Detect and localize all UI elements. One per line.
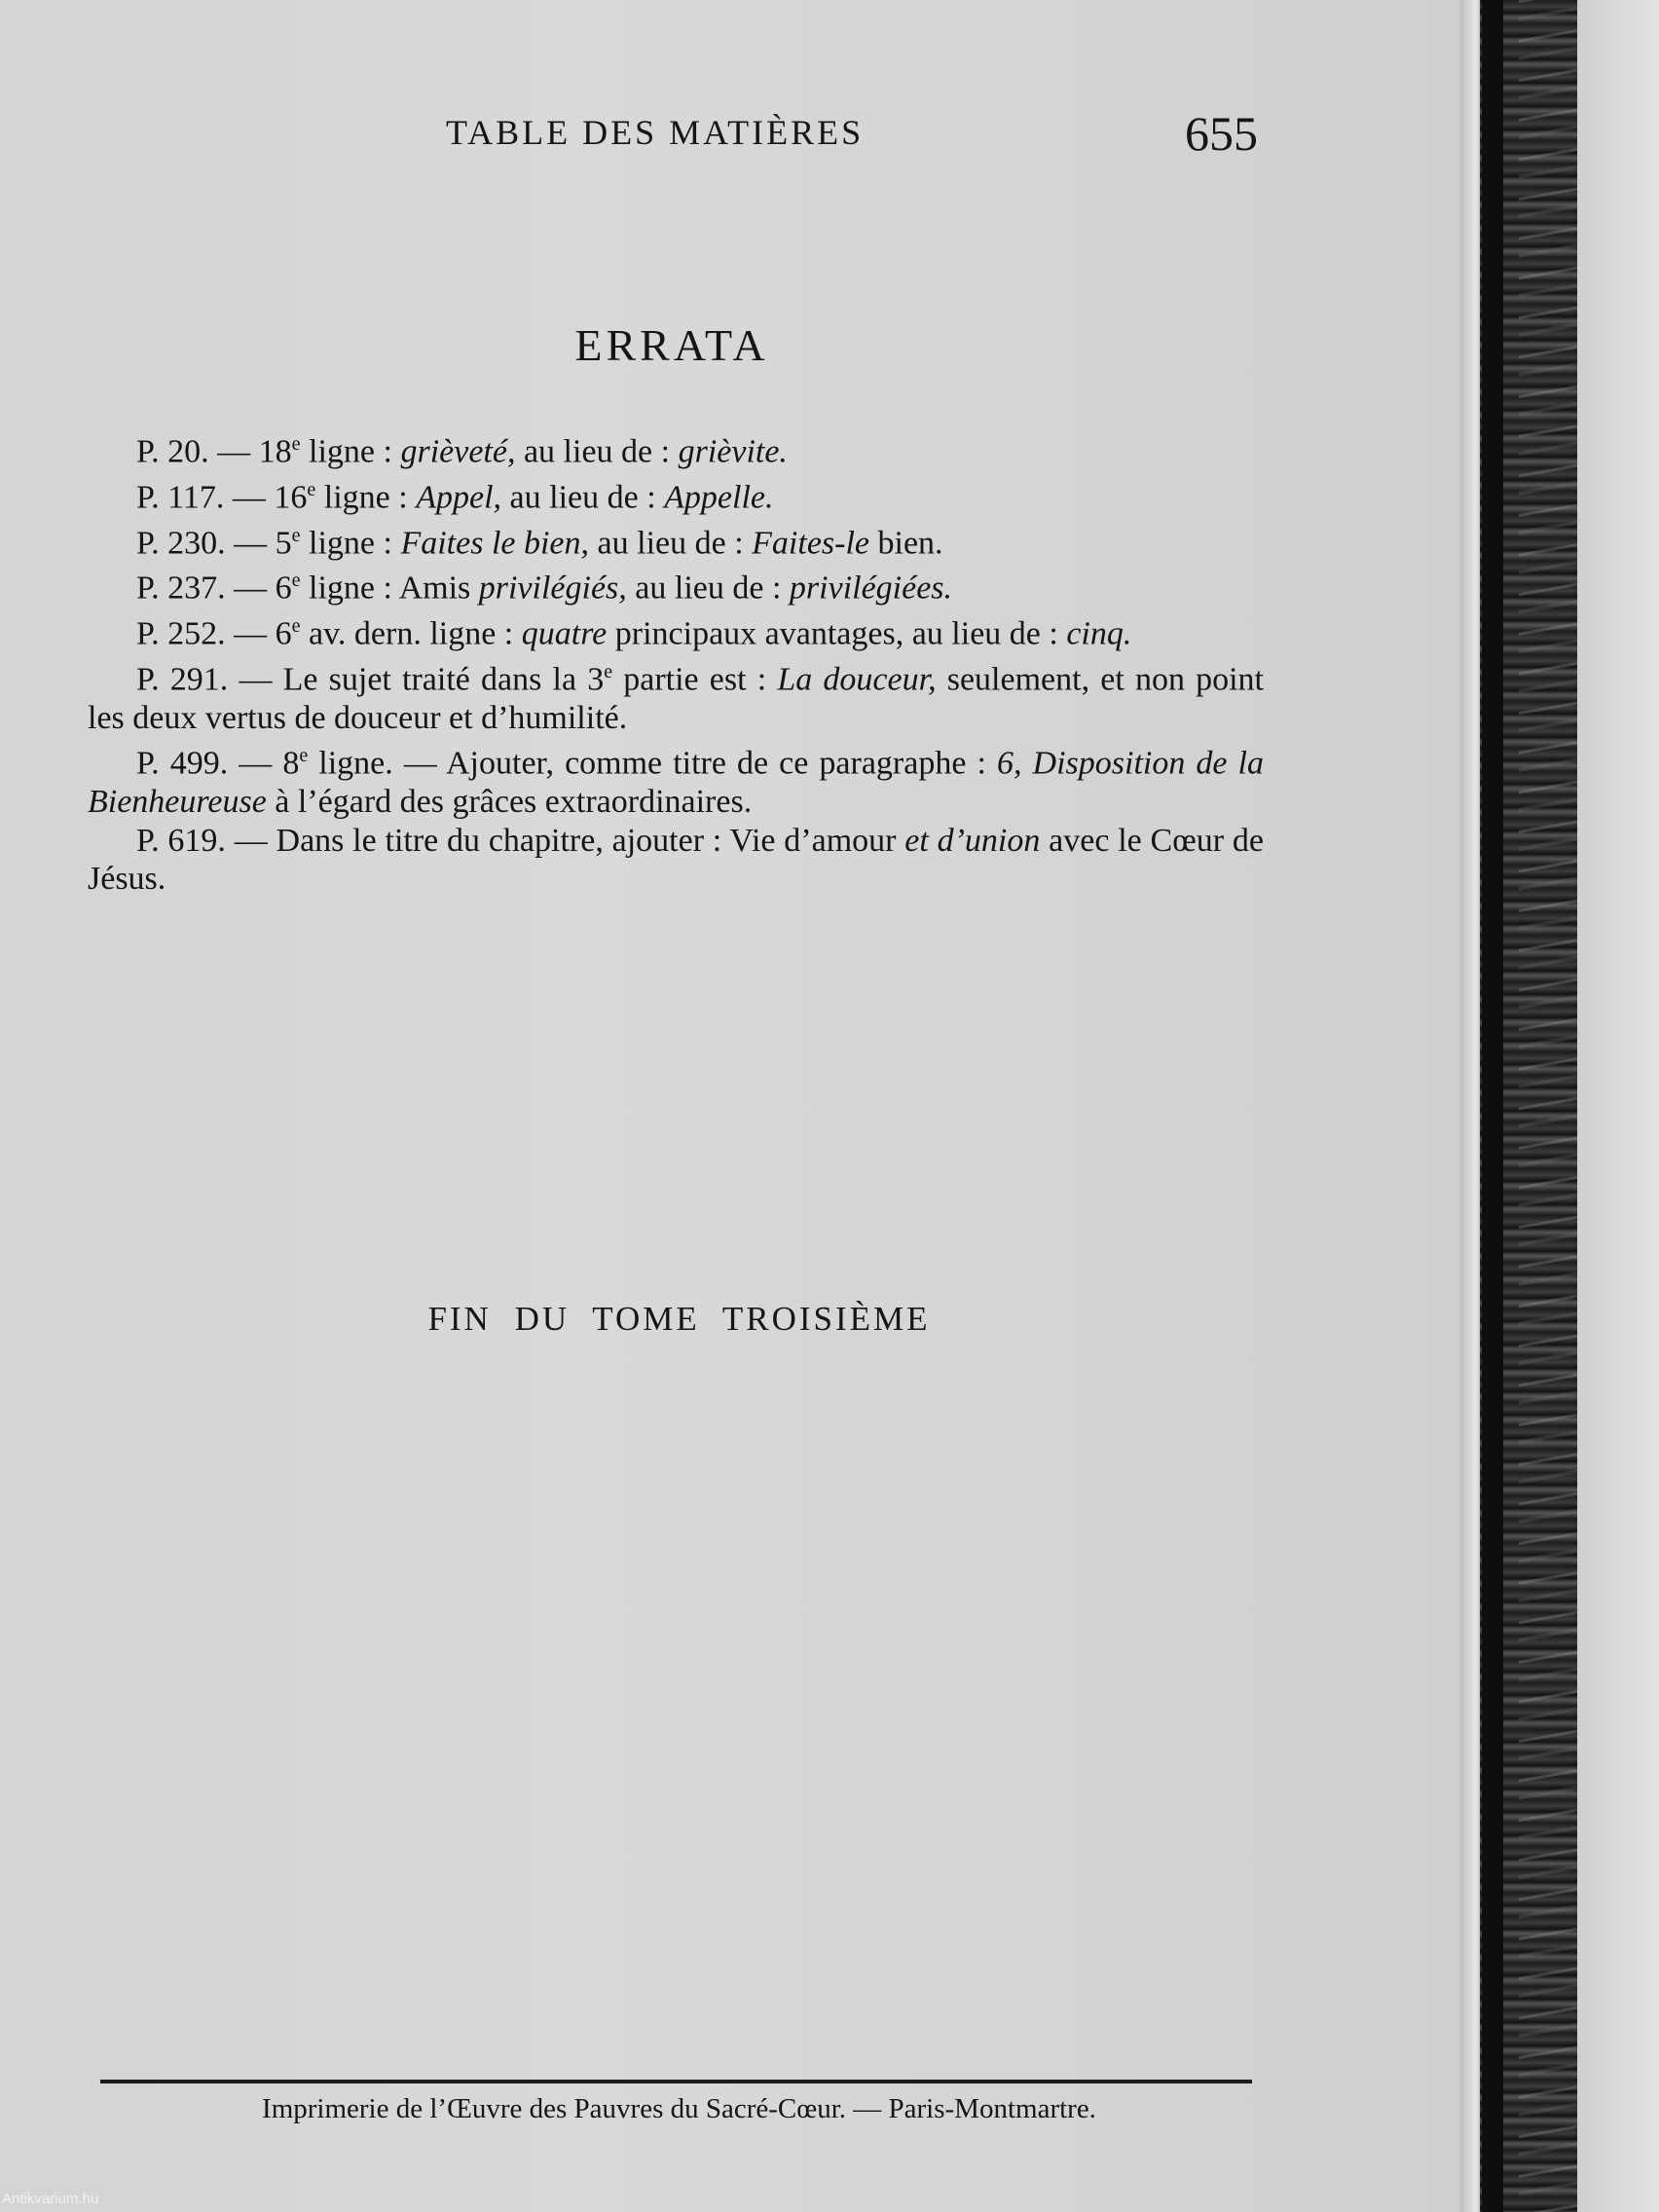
entry-text: à l’égard des grâces extraordinaires.: [266, 784, 753, 821]
entry-text: ligne :: [300, 433, 401, 470]
italic-text: Appelle.: [664, 479, 774, 516]
entry-text: P. 20. — 18: [136, 433, 292, 470]
entry-text: au lieu de :: [589, 524, 753, 561]
ordinal-superscript: e: [291, 524, 301, 546]
entry-text: bien.: [869, 524, 943, 561]
italic-text: privilégiés,: [478, 570, 627, 607]
italic-text: quatre: [521, 615, 608, 652]
entry-text: principaux avantages, au lieu de :: [607, 615, 1067, 652]
entry-text: avec le Cœur de Jésus.: [88, 822, 1264, 898]
ordinal-superscript: e: [299, 745, 309, 767]
italic-text: cinq.: [1066, 615, 1132, 652]
italic-text: grièvite.: [678, 433, 788, 470]
footer-rule: [100, 2080, 1252, 2083]
errata-entry: [88, 608, 1264, 653]
entry-text: seulement, et non point les deux vertus de douceur et d’humilité.: [88, 661, 1264, 736]
entry-text: P. 252. — 6: [136, 615, 292, 652]
entry-text: ligne. — Ajouter, comme titre de ce paragraphe :: [308, 745, 997, 782]
ordinal-superscript: e: [307, 478, 316, 500]
italic-text: La douceur,: [777, 661, 937, 698]
errata-title: ERRATA: [574, 320, 769, 370]
entry-text: P. 499. — 8: [136, 745, 300, 782]
errata-entry: [88, 822, 1264, 899]
entry-text: ligne : Amis: [300, 570, 479, 607]
errata-entry: [88, 517, 1264, 563]
entry-text: P. 237. — 6: [136, 570, 292, 607]
spine-texture: [1519, 0, 1577, 2212]
entry-text: au lieu de :: [501, 479, 665, 516]
italic-text: Faites-le: [752, 524, 869, 561]
ordinal-superscript: e: [291, 433, 301, 455]
watermark: Antikvarium.hu: [2, 2191, 99, 2207]
entry-text: au lieu de :: [515, 433, 679, 470]
errata-entry: [88, 737, 1264, 821]
italic-text: Faites le bien,: [400, 524, 590, 561]
entry-text: ligne :: [315, 479, 417, 516]
italic-text: grièveté,: [400, 433, 516, 470]
italic-text: Appel,: [416, 479, 502, 516]
entry-text: P. 117. — 16: [136, 479, 308, 516]
italic-text: privilégiées.: [789, 570, 953, 607]
entry-text: au lieu de :: [626, 570, 790, 607]
entry-text: P. 291. — Le sujet traité dans la 3: [136, 661, 605, 698]
entry-text: ligne :: [300, 524, 401, 561]
entry-text: P. 230. — 5: [136, 524, 292, 561]
running-head: TABLE DES MATIÈRES: [446, 113, 865, 152]
spine-gutter: [1482, 0, 1503, 2212]
ordinal-superscript: e: [291, 570, 301, 592]
errata-list: [88, 425, 1264, 899]
italic-text: et d’union: [904, 822, 1041, 859]
entry-text: P. 619. — Dans le titre du chapitre, ajouter : Vie d’amour: [136, 822, 905, 859]
errata-entry: [88, 425, 1264, 471]
ordinal-superscript: e: [291, 615, 301, 638]
errata-entry: [88, 471, 1264, 517]
italic-text: 6, Disposition de la Bienheureuse: [88, 745, 1265, 821]
errata-entry: [88, 653, 1264, 737]
page-number: 655: [1185, 106, 1258, 161]
end-of-volume-note: FIN DU TOME TROISIÈME: [427, 1300, 931, 1338]
printer-imprint: Imprimerie de l’Œuvre des Pauvres du Sacré-Cœur. — Paris-Montmartre.: [262, 2093, 1096, 2124]
errata-entry: [88, 562, 1264, 608]
entry-text: partie est :: [612, 661, 778, 698]
ordinal-superscript: e: [604, 661, 613, 683]
entry-text: av. dern. ligne :: [300, 615, 522, 652]
back-cover: [1577, 0, 1659, 2212]
